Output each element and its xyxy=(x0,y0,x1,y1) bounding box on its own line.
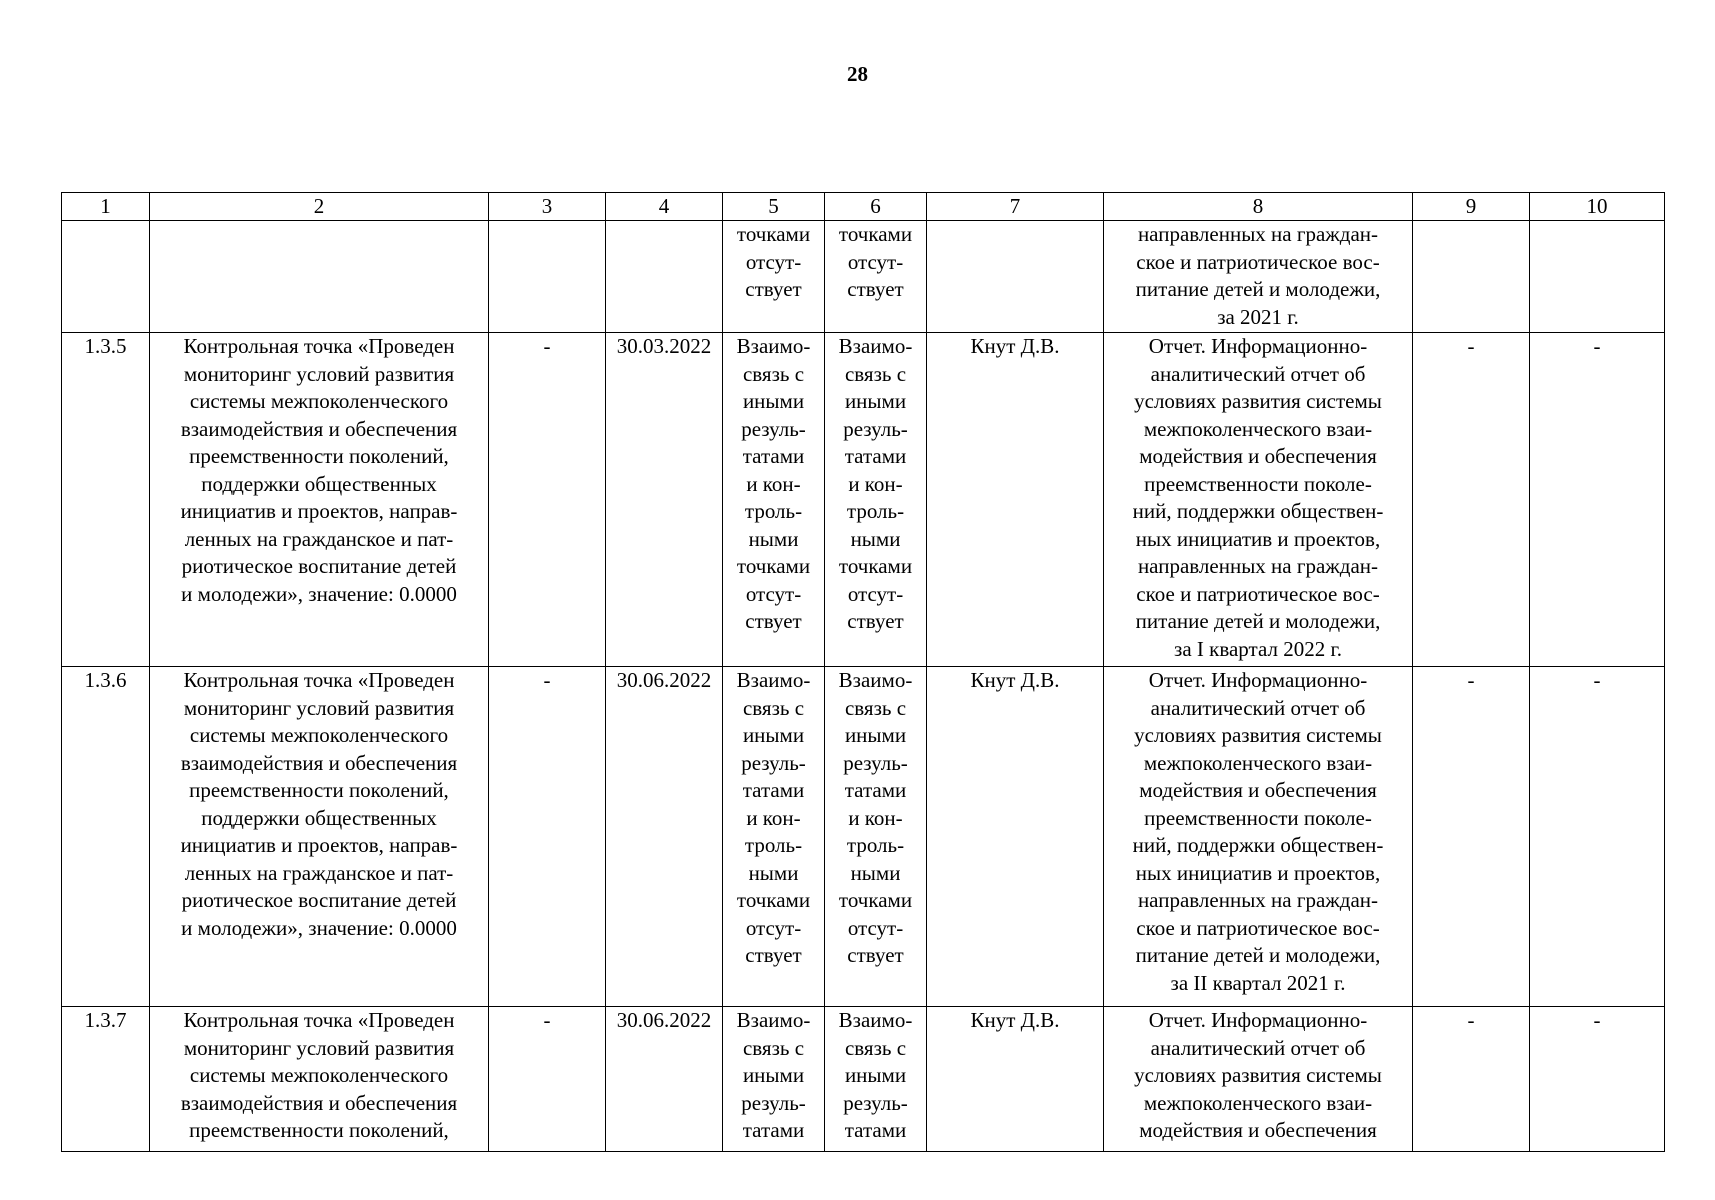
table-cell xyxy=(606,1007,723,1152)
table-cell xyxy=(927,333,1104,667)
table-cell xyxy=(150,333,489,667)
table-cell xyxy=(1413,667,1530,1007)
table-cell xyxy=(1530,667,1665,1007)
table-cell xyxy=(150,1007,489,1152)
cell-date: 30.06.2022 xyxy=(616,1008,712,1032)
table-cell xyxy=(927,667,1104,1007)
table-row xyxy=(62,333,1665,667)
table-cell xyxy=(1104,333,1413,667)
cell-col9: - xyxy=(1467,334,1475,358)
table-cell xyxy=(1530,333,1665,667)
cell-description: Контрольная точка «Проведен мониторинг условий развития системы межпоколенческого взаимодействия и обеспечения преемственности поколений, xyxy=(180,1008,458,1142)
cell-relation: Взаимо- связь с иными резуль- татами xyxy=(736,1008,811,1142)
cell-col9: - xyxy=(1467,1008,1475,1032)
table-cell xyxy=(62,333,150,667)
table-cell xyxy=(606,667,723,1007)
cell-number: 1.3.7 xyxy=(84,1008,127,1032)
cell-report: направленных на граждан- ское и патриотическое вос- питание детей и молодежи, за 2021 г. xyxy=(1135,222,1381,329)
table-cell xyxy=(489,1007,606,1152)
table-cell xyxy=(1104,1007,1413,1152)
table-cell xyxy=(489,333,606,667)
table-cell xyxy=(489,667,606,1007)
cell-description: Контрольная точка «Проведен мониторинг условий развития системы межпоколенческого взаимодействия и обеспечения преемственности поколений, поддержки общественных инициатив и проектов, направ- ленных на гражданское и пат- риотическое воспитание детей и молодежи», значение: 0.0000 xyxy=(180,668,458,940)
cell-responsible: Кнут Д.В. xyxy=(970,668,1060,692)
cell-col3: - xyxy=(543,668,551,692)
control-points-table xyxy=(61,192,1665,1152)
table-cell xyxy=(62,667,150,1007)
header-row xyxy=(62,193,1665,221)
column-header-6: 6 xyxy=(825,193,927,221)
column-header-1: 1 xyxy=(62,193,150,221)
table-row xyxy=(62,1007,1665,1152)
cell-responsible: Кнут Д.В. xyxy=(970,334,1060,358)
table-cell xyxy=(825,1007,927,1152)
table-cell xyxy=(927,1007,1104,1152)
column-header-7: 7 xyxy=(927,193,1104,221)
table-cell xyxy=(489,221,606,333)
table-cell xyxy=(1413,221,1530,333)
table-cell xyxy=(825,221,927,333)
cell-relation: Взаимо- связь с иными резуль- татами и кон- троль- ными точками отсут- ствует xyxy=(838,334,913,633)
column-header-4: 4 xyxy=(606,193,723,221)
table-cell xyxy=(150,667,489,1007)
cell-col10: - xyxy=(1593,668,1601,692)
table-cell xyxy=(1413,1007,1530,1152)
cell-responsible: Кнут Д.В. xyxy=(970,1008,1060,1032)
cell-description: Контрольная точка «Проведен мониторинг условий развития системы межпоколенческого взаимодействия и обеспечения преемственности поколений, поддержки общественных инициатив и проектов, направ- ленных на гражданское и пат- риотическое воспитание детей и молодежи», значение: 0.0000 xyxy=(180,334,458,606)
cell-relation: Взаимо- связь с иными резуль- татами и кон- троль- ными точками отсут- ствует xyxy=(736,334,811,633)
cell-report: Отчет. Информационно- аналитический отчет об условиях развития системы межпоколенческого взаи- модействия и обеспечения xyxy=(1134,1008,1382,1142)
cell-relation: Взаимо- связь с иными резуль- татами xyxy=(838,1008,913,1142)
cell-relation: Взаимо- связь с иными резуль- татами и кон- троль- ными точками отсут- ствует xyxy=(838,668,913,967)
table-cell xyxy=(1104,667,1413,1007)
table-cell xyxy=(723,667,825,1007)
table-cell xyxy=(1530,1007,1665,1152)
cell-col10: - xyxy=(1593,1008,1601,1032)
cell-date: 30.03.2022 xyxy=(616,334,712,358)
table-cell xyxy=(723,333,825,667)
column-header-2: 2 xyxy=(150,193,489,221)
cell-col3: - xyxy=(543,1008,551,1032)
cell-col3: - xyxy=(543,334,551,358)
table-cell xyxy=(723,221,825,333)
cell-report: Отчет. Информационно- аналитический отчет об условиях развития системы межпоколенческого взаи- модействия и обеспечения преемственности поколе- ний, поддержки обществен- ных инициатив и проектов, направленных на граждан- ское и патриотическое вос- питание детей и молодежи, за II квартал 2021 г. xyxy=(1132,668,1384,995)
table-cell xyxy=(825,667,927,1007)
table-cell xyxy=(62,1007,150,1152)
table-cell xyxy=(1413,333,1530,667)
table-row xyxy=(62,667,1665,1007)
cell-col9: - xyxy=(1467,668,1475,692)
table-cell xyxy=(1530,221,1665,333)
table-cell xyxy=(606,333,723,667)
column-header-3: 3 xyxy=(489,193,606,221)
cell-relation: точками отсут- ствует xyxy=(838,222,913,301)
cell-number: 1.3.6 xyxy=(84,668,127,692)
column-header-5: 5 xyxy=(723,193,825,221)
table-cell xyxy=(825,333,927,667)
column-header-8: 8 xyxy=(1104,193,1413,221)
table-cell xyxy=(62,221,150,333)
page-number: 28 xyxy=(847,62,868,86)
table-cell xyxy=(723,1007,825,1152)
table-cell xyxy=(927,221,1104,333)
table-cell xyxy=(606,221,723,333)
table-cell xyxy=(1104,221,1413,333)
column-header-9: 9 xyxy=(1413,193,1530,221)
table-cell xyxy=(150,221,489,333)
cell-relation: точками отсут- ствует xyxy=(736,222,811,301)
table-row-continuation xyxy=(62,221,1665,333)
cell-relation: Взаимо- связь с иными резуль- татами и кон- троль- ными точками отсут- ствует xyxy=(736,668,811,967)
cell-report: Отчет. Информационно- аналитический отчет об условиях развития системы межпоколенческого взаи- модействия и обеспечения преемственности поколе- ний, поддержки обществен- ных инициатив и проектов, направленных на граждан- ское и патриотическое вос- питание детей и молодежи, за I квартал 2022 г. xyxy=(1132,334,1384,661)
column-header-10: 10 xyxy=(1530,193,1665,221)
cell-date: 30.06.2022 xyxy=(616,668,712,692)
cell-number: 1.3.5 xyxy=(84,334,127,358)
cell-col10: - xyxy=(1593,334,1601,358)
